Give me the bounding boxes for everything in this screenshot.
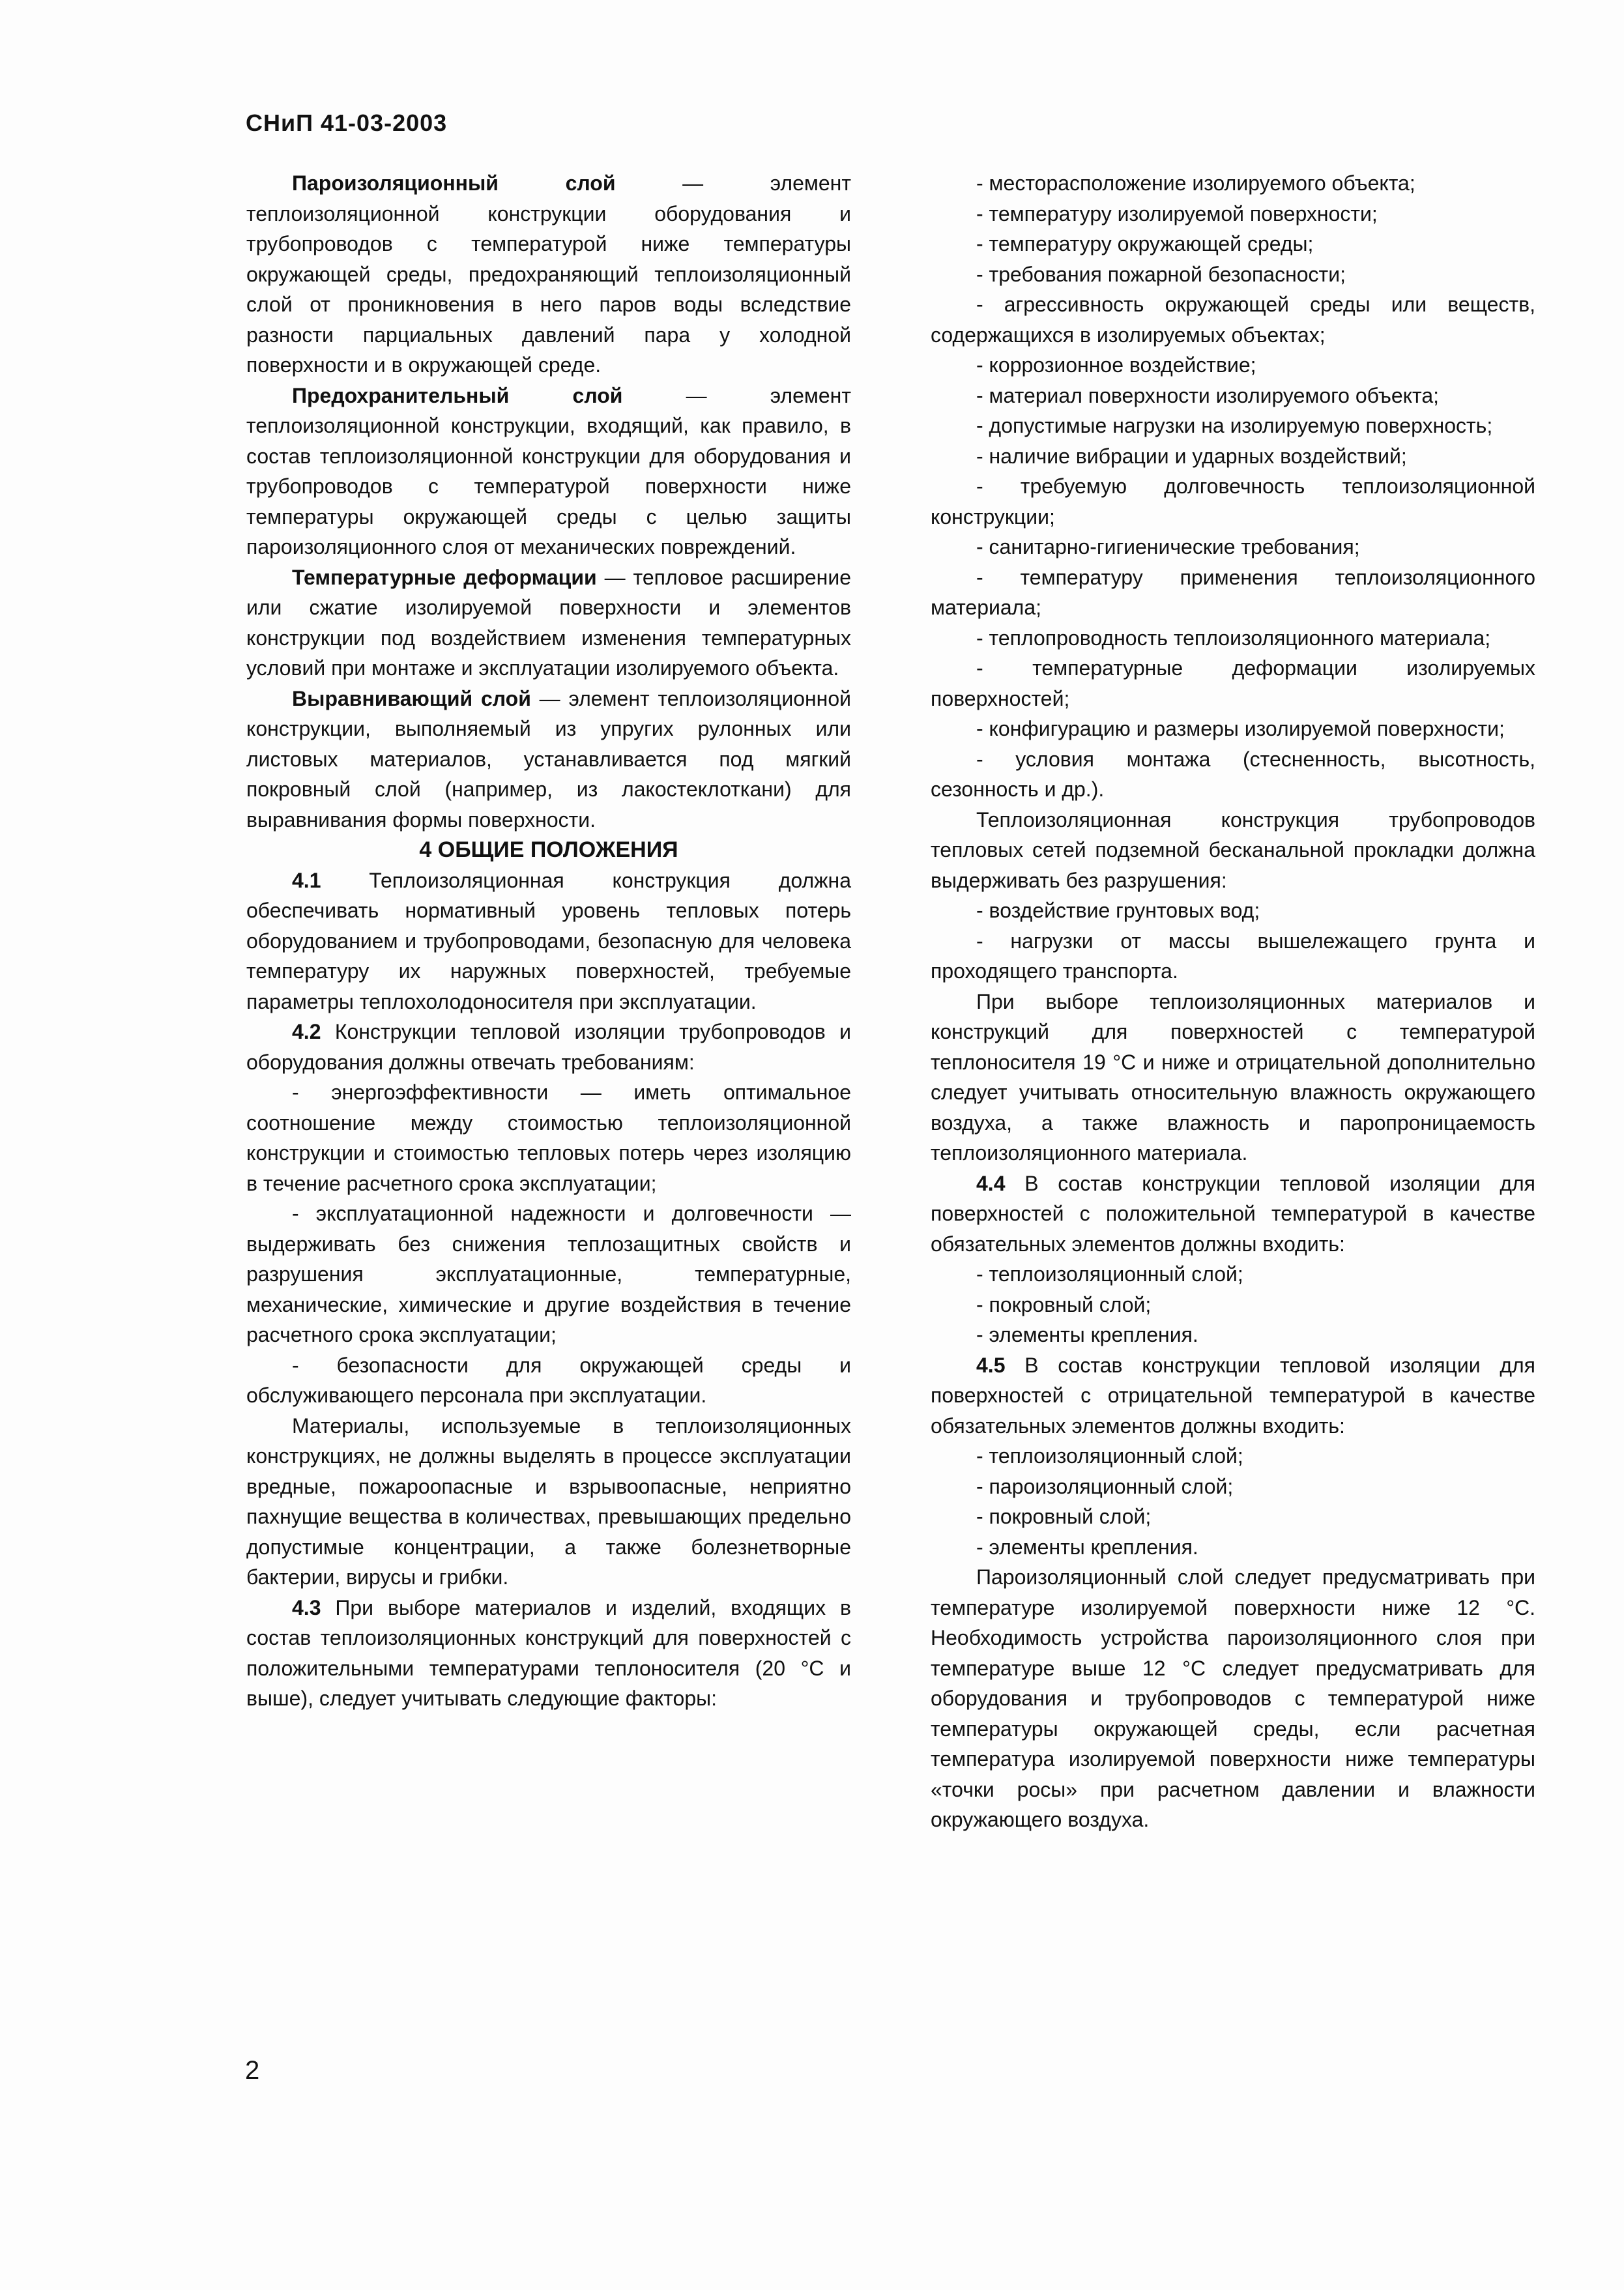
clause-text: В состав конструкции тепловой изоляции для поверхностей с отрицательной температурой в качестве обязательных элементов должны входить: — [931, 1353, 1535, 1438]
paragraph-thermal-deformation-definition — [246, 562, 851, 684]
clause-number: 4.5 — [976, 1353, 1006, 1377]
element-item: - элементы крепления. — [976, 1323, 1198, 1346]
factor-item: - требования пожарной безопасности; — [976, 262, 1346, 286]
page-number: 2 — [245, 2056, 260, 2085]
factor-item: - условия монтажа (стесненность, высотность, сезонность и др.). — [931, 747, 1535, 801]
section-title: 4 ОБЩИЕ ПОЛОЖЕНИЯ — [419, 837, 678, 862]
element-item: - теплоизоляционный слой; — [976, 1262, 1243, 1286]
clause-4-2 — [246, 1017, 851, 1077]
underground-item: - нагрузки от массы вышележащего грунта и проходящего транспорта. — [931, 929, 1535, 983]
factor-item: - месторасположение изолируемого объекта; — [976, 171, 1415, 195]
factor-item: - температуру изолируемой поверхности; — [976, 201, 1378, 225]
element-item: - покровный слой; — [976, 1292, 1152, 1316]
element-item: - пароизоляционный слой; — [976, 1474, 1234, 1498]
term: Температурные деформации — [292, 565, 597, 589]
paragraph-materials: Материалы, используемые в теплоизоляционных конструкциях, не должны выделять в процессе эксплуатации вредные, пожароопасные и взрывоопасные, неприятно пахнущие вещества в количествах, превышающих предельно допустимые концентрации, а также болезнетворные бактерии, вирусы и грибки. — [246, 1413, 851, 1589]
clause-number: 4.1 — [292, 868, 321, 892]
right-column — [931, 168, 1535, 1835]
paragraph-vapor-barrier-definition — [246, 168, 851, 381]
clause-4-1 — [246, 865, 851, 1017]
factor-item: - температуру применения теплоизоляционного материала; — [931, 565, 1535, 619]
clause-text: В состав конструкции тепловой изоляции для поверхностей с положительной температурой в качестве обязательных элементов должны входить: — [931, 1171, 1535, 1256]
left-column — [246, 168, 851, 1714]
clause-4-5 — [931, 1350, 1535, 1442]
definition-text: — элемент теплоизоляционной конструкции оборудования и трубопроводов с температурой ниже температуры окружающей среды, предохраняющий теплоизоляционный слой от проникновения в него паров воды вследствие разности парциальных давлений пара у холодной поверхности и в окружающей среде. — [246, 171, 852, 377]
factor-item: - наличие вибрации и ударных воздействий; — [976, 444, 1407, 468]
requirement-item: - энергоэффективности — иметь оптимальное соотношение между стоимостью теплоизоляционной конструкции и стоимостью тепловых потерь через изоляцию в течение расчетного срока эксплуатации; — [246, 1080, 851, 1195]
clause-text: Теплоизоляционная конструкция должна обеспечивать нормативный уровень тепловых потерь оборудованием и трубопроводами, безопасную для человека температуру их наружных поверхностей, требуемые параметры теплохолодоносителя при эксплуатации. — [246, 868, 851, 1013]
term: Выравнивающий слой — [292, 686, 531, 710]
paragraph-humidity: При выборе теплоизоляционных материалов и конструкций для поверхностей с температурой теплоносителя 19 °С и ниже и отрицательной дополнительно следует учитывать относительную влажность окружающего воздуха, а также влажность и паропроницаемость теплоизоляционного материала. — [931, 989, 1535, 1165]
factor-item: - требуемую долговечность теплоизоляционной конструкции; — [931, 474, 1535, 529]
term: Предохранительный слой — [292, 383, 623, 407]
factor-item: - температурные деформации изолируемых поверхностей; — [931, 656, 1535, 710]
requirement-item: - эксплуатационной надежности и долговечности — выдерживать без снижения теплозащитных свойств и разрушения эксплуатационные, температурные, механические, химические и другие воздействия в течение расчетного срока эксплуатации; — [246, 1202, 851, 1346]
paragraph-leveling-layer-definition — [246, 684, 851, 835]
clause-4-4 — [931, 1168, 1535, 1260]
clause-number: 4.2 — [292, 1020, 321, 1043]
clause-number: 4.4 — [976, 1171, 1006, 1195]
factor-item: - температуру окружающей среды; — [976, 232, 1314, 255]
factor-item: - агрессивность окружающей среды или веществ, содержащихся в изолируемых объектах; — [931, 293, 1535, 347]
factor-item: - конфигурацию и размеры изолируемой поверхности; — [976, 717, 1505, 740]
term: Пароизоляционный слой — [292, 171, 616, 195]
factor-item: - коррозионное воздействие; — [976, 353, 1256, 377]
factor-item: - материал поверхности изолируемого объекта; — [976, 383, 1440, 407]
paragraph-protective-layer-definition — [246, 381, 851, 562]
element-item: - элементы крепления. — [976, 1535, 1198, 1559]
factor-item: - допустимые нагрузки на изолируемую поверхность; — [976, 414, 1493, 437]
factor-item: - санитарно-гигиенические требования; — [976, 535, 1360, 558]
clause-text: При выборе материалов и изделий, входящих в состав теплоизоляционных конструкций для поверхностей с положительными температурами теплоносителя (20 °С и выше), следует учитывать следующие факторы: — [246, 1595, 851, 1710]
clause-number: 4.3 — [292, 1595, 321, 1619]
clause-text: Конструкции тепловой изоляции трубопроводов и оборудования должны отвечать требованиям: — [246, 1020, 851, 1074]
element-item: - теплоизоляционный слой; — [976, 1444, 1243, 1468]
definition-text: — элемент теплоизоляционной конструкции, выполняемый из упругих рулонных или листовых материалов, устанавливается под мягкий покровный слой (например, из лакостеклоткани) для выравнивания формы поверхности. — [246, 686, 852, 832]
underground-item: - воздействие грунтовых вод; — [976, 899, 1260, 922]
paragraph-vapor-barrier-requirement: Пароизоляционный слой следует предусматривать при температуре изолируемой поверхности ниже 12 °С. Необходимость устройства пароизоляционного слоя при температуре выше 12 °С следует предусматривать для оборудования и трубопроводов с температурой ниже температуры окружающей среды, если расчетная температура изолируемой поверхности ниже температуры «точки росы» при расчетном давлении и влажности окружающего воздуха. — [931, 1565, 1535, 1831]
element-item: - покровный слой; — [976, 1505, 1152, 1528]
paragraph-underground-pipes: Теплоизоляционная конструкция трубопроводов тепловых сетей подземной бесканальной прокладки должна выдерживать без разрушения: — [931, 807, 1535, 892]
document-header: СНиП 41-03-2003 — [246, 109, 448, 136]
factor-item: - теплопроводность теплоизоляционного материала; — [976, 626, 1491, 650]
definition-text: — тепловое расширение или сжатие изолируемой поверхности и элементов конструкции под воздействием изменения температурных условий при монтаже и эксплуатации изолируемого объекта. — [246, 565, 852, 680]
requirement-item: - безопасности для окружающей среды и обслуживающего персонала при эксплуатации. — [246, 1353, 851, 1407]
clause-4-3 — [246, 1593, 851, 1714]
definition-text: — элемент теплоизоляционной конструкции, входящий, как правило, в состав теплоизоляционной конструкции для оборудования и трубопроводов с температурой поверхности ниже температуры окружающей среды с целью защиты пароизоляционного слоя от механических повреждений. — [246, 383, 851, 558]
